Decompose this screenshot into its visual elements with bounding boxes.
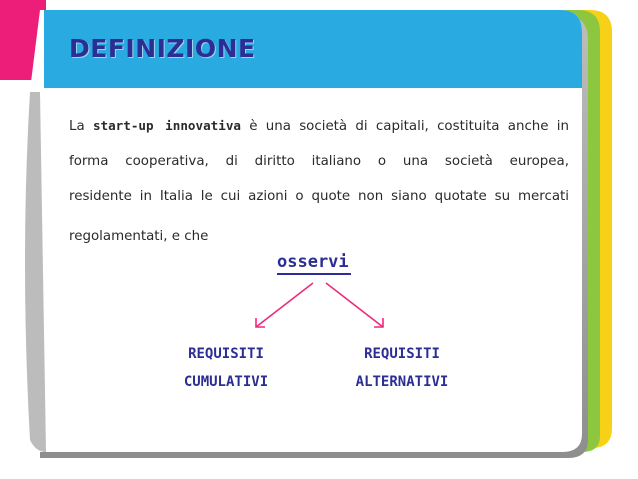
requisiti-cumulativi-line-2: CUMULATIVI <box>183 374 269 390</box>
paragraph-line-4: regolamentati, e che <box>69 229 209 244</box>
paragraph-line-1-pre: La <box>69 119 93 134</box>
requisiti-cumulativi-line-1: REQUISITI <box>188 346 264 362</box>
paragraph-line-1 <box>69 117 569 136</box>
slide-title: DEFINIZIONE <box>69 34 256 63</box>
startup-term: start-up innovativa <box>92 118 241 133</box>
paragraph-line-3: residente in Italia le cui azioni o quote non siano quotate su mercati <box>69 189 569 204</box>
requisiti-alternativi <box>312 340 492 396</box>
requisiti-cumulativi <box>136 340 316 396</box>
paragraph-line-1-post: è una società di capitali, costituita anche in <box>241 119 569 134</box>
center-word-underline <box>277 273 351 275</box>
requisiti-alternativi-line-1: REQUISITI <box>364 346 440 362</box>
paragraph-line-2: forma cooperativa, di diritto italiano o una società europea, <box>69 154 569 169</box>
requisiti-alternativi-line-2: ALTERNATIVI <box>355 374 449 390</box>
center-word: osservi <box>277 252 349 272</box>
